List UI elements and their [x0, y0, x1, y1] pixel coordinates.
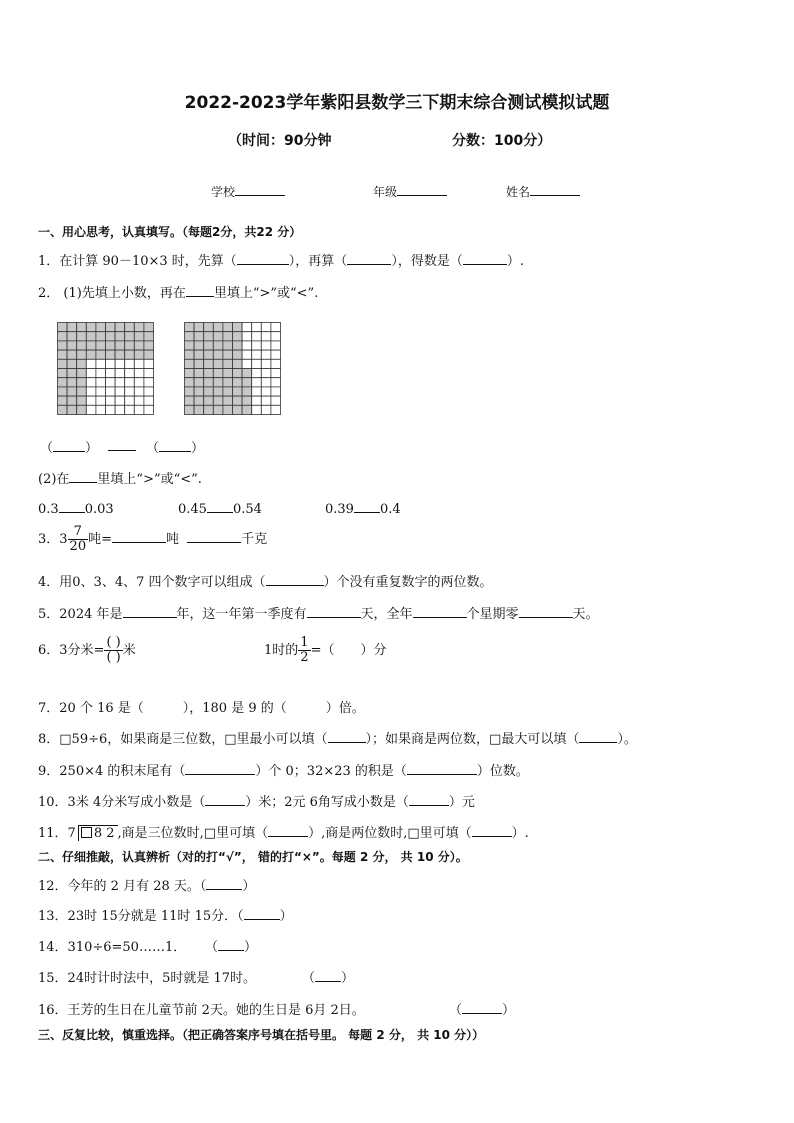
grid-cell — [271, 405, 281, 414]
grid-cell — [125, 387, 135, 396]
grid-cell-shaded — [242, 396, 252, 405]
question-4: 4．用0、3、4、7 四个数字可以组成（ ）个没有重复数字的两位数。 — [38, 571, 493, 590]
grid-cell-shaded — [204, 387, 214, 396]
grid-cell — [242, 359, 252, 368]
grid-cell-shaded — [213, 332, 223, 341]
name-field: 姓名 — [506, 183, 580, 200]
grid-cell — [125, 396, 135, 405]
grid-cell — [252, 396, 262, 405]
grid-cell-shaded — [96, 341, 106, 350]
grid-cell — [261, 350, 271, 359]
grid-cell-shaded — [86, 341, 96, 350]
grid-cell-shaded — [77, 323, 87, 332]
question-6-part-2: 1时的 $\frac{1}{2}$ =（ ）分 — [264, 635, 387, 665]
fraction: $\frac{( )}{( )}$ — [106, 635, 121, 665]
grid-cell — [271, 350, 281, 359]
grid-cell-shaded — [213, 387, 223, 396]
grid-cell-shaded — [58, 378, 68, 387]
grid-cell-shaded — [185, 378, 195, 387]
grid-cell-shaded — [233, 387, 243, 396]
grid-cell-shaded — [125, 323, 135, 332]
grid-cell — [271, 396, 281, 405]
section-1-heading: 一、用心思考，认真填写。（每题2分，共22 分） — [38, 225, 302, 239]
grid-cell-shaded — [233, 323, 243, 332]
grid-cell — [106, 369, 116, 378]
grid-cell-shaded — [58, 396, 68, 405]
grid-cell-shaded — [77, 341, 87, 350]
grid-cell-shaded — [67, 387, 77, 396]
question-6: 6．3分米= $\frac{( )}{( )}$ 米 — [38, 635, 136, 665]
grid-cell-shaded — [67, 332, 77, 341]
grid-cell — [144, 387, 154, 396]
grid-cell — [106, 359, 116, 368]
grid-cell — [261, 387, 271, 396]
grid-cell — [144, 369, 154, 378]
grid-cell-shaded — [58, 341, 68, 350]
long-division-symbol: 8 2 — [78, 825, 118, 841]
grid-cell-shaded — [204, 378, 214, 387]
grid-cell-shaded — [233, 405, 243, 414]
grid-cell-shaded — [185, 359, 195, 368]
grid-cell-shaded — [77, 396, 87, 405]
grid-cell — [144, 396, 154, 405]
grid-cell-shaded — [194, 323, 204, 332]
exam-time: （时间：90分钟 — [228, 133, 332, 149]
grid-cell-shaded — [233, 378, 243, 387]
grade-field: 年级 — [373, 183, 447, 200]
compare-item: 0.39 0.4 — [325, 499, 401, 517]
question-15: 15．24时计时法中，5时就是 17时。 — [38, 971, 257, 986]
question-2-part-2: (2)在 里填上“>”或“<”. — [38, 468, 202, 487]
section-3-heading: 三、反复比较，慎重选择。（把正确答案序号填在括号里。 每题 2 分， 共 10 分）） — [38, 1028, 485, 1042]
grid-cell — [134, 405, 144, 414]
grid-cell — [134, 378, 144, 387]
grid-cell — [242, 341, 252, 350]
grid-cell-shaded — [223, 323, 233, 332]
grid-cell — [96, 378, 106, 387]
grid-cell-shaded — [223, 359, 233, 368]
grid-cell-shaded — [242, 378, 252, 387]
blank-box-icon — [81, 827, 92, 838]
fraction: $\frac{1}{2}$ — [300, 635, 309, 665]
grid-cell-shaded — [213, 369, 223, 378]
grid-cell-shaded — [134, 341, 144, 350]
question-13: 13．23时 15分就是 11时 15分．（ ） — [38, 905, 293, 924]
grid-cell-shaded — [194, 359, 204, 368]
grid-cell-shaded — [185, 387, 195, 396]
grid-cell-shaded — [213, 323, 223, 332]
grid-cell — [134, 369, 144, 378]
grid-cell — [96, 396, 106, 405]
grid-cell — [106, 387, 116, 396]
question-14: 14．310÷6=50……1． — [38, 940, 187, 955]
grid-cell — [144, 405, 154, 414]
grid-cell — [86, 369, 96, 378]
grid-cell-shaded — [233, 369, 243, 378]
grid-cell-shaded — [115, 323, 125, 332]
grid-cell-shaded — [58, 405, 68, 414]
question-11: 11．7 8 2 ,商是三位数时,□里可填（ ）,商是两位数时,□里可填（ ）. — [38, 822, 529, 841]
grid-cell — [106, 378, 116, 387]
grid-cell-shaded — [77, 369, 87, 378]
grid-cell-shaded — [233, 341, 243, 350]
grid-cell-shaded — [223, 369, 233, 378]
grid-cell — [115, 396, 125, 405]
grid-cell-shaded — [144, 323, 154, 332]
grid-cell-shaded — [233, 332, 243, 341]
grid-answer-left: （ ） — [40, 437, 98, 456]
question-9: 9．250×4 的积末尾有（ ）个 0；32×23 的积是（ ）位数。 — [38, 760, 529, 779]
question-1: 1．在计算 90－10×3 时，先算（ ），再算（ ），得数是（ ）. — [38, 250, 524, 269]
grid-cell — [115, 378, 125, 387]
grid-cell-shaded — [86, 350, 96, 359]
grid-cell-shaded — [115, 341, 125, 350]
grid-cell — [252, 350, 262, 359]
answer-paren: （ ） — [449, 999, 515, 1018]
grid-cell — [96, 369, 106, 378]
grid-cell-shaded — [204, 350, 214, 359]
grid-cell — [115, 359, 125, 368]
grid-cell — [252, 378, 262, 387]
grid-cell-shaded — [213, 396, 223, 405]
fraction: $\frac{7}{20}$ — [69, 524, 87, 554]
grid-cell-shaded — [204, 359, 214, 368]
grid-cell — [261, 405, 271, 414]
grid-cell — [86, 378, 96, 387]
grid-cell — [106, 405, 116, 414]
question-7: 7．20 个 16 是（ ），180 是 9 的（ ）倍。 — [38, 701, 365, 716]
grid-cell-shaded — [185, 405, 195, 414]
grid-cell-shaded — [115, 350, 125, 359]
grid-cell-shaded — [204, 341, 214, 350]
grid-cell-shaded — [134, 323, 144, 332]
grid-cell — [125, 405, 135, 414]
grid-cell — [261, 359, 271, 368]
grid-cell-shaded — [58, 332, 68, 341]
grid-cell-shaded — [96, 332, 106, 341]
grid-cell-shaded — [96, 350, 106, 359]
grid-cell-shaded — [106, 332, 116, 341]
hundred-grid-left — [57, 322, 154, 415]
grid-cell — [134, 359, 144, 368]
grid-cell-shaded — [223, 332, 233, 341]
grid-cell-shaded — [223, 405, 233, 414]
grid-cell — [252, 323, 262, 332]
grid-cell — [115, 405, 125, 414]
grid-cell-shaded — [185, 396, 195, 405]
hundred-grid-right — [184, 322, 281, 415]
grid-cell-shaded — [185, 341, 195, 350]
grid-cell — [115, 387, 125, 396]
question-12: 12．今年的 2 月有 28 天。（ ） — [38, 875, 255, 894]
grid-cell-shaded — [106, 341, 116, 350]
grid-cell — [242, 332, 252, 341]
grid-cell-shaded — [77, 359, 87, 368]
grid-cell — [144, 378, 154, 387]
grid-cell-shaded — [233, 396, 243, 405]
grid-cell — [261, 378, 271, 387]
grid-cell-shaded — [77, 350, 87, 359]
grid-cell-shaded — [134, 332, 144, 341]
grid-cell — [271, 378, 281, 387]
grid-cell-shaded — [77, 405, 87, 414]
grid-cell-shaded — [223, 378, 233, 387]
grid-cell-shaded — [125, 341, 135, 350]
grid-cell — [252, 359, 262, 368]
grid-cell-shaded — [77, 387, 87, 396]
grid-cell — [252, 332, 262, 341]
grid-cell — [271, 332, 281, 341]
grid-cell — [125, 378, 135, 387]
grid-cell-shaded — [242, 405, 252, 414]
grid-cell-shaded — [213, 405, 223, 414]
grid-cell — [96, 405, 106, 414]
question-8: 8．□59÷6，如果商是三位数，□里最小可以填（ ）；如果商是两位数，□最大可以填（ ）。 — [38, 728, 637, 747]
grid-cell-shaded — [194, 341, 204, 350]
grid-cell-shaded — [58, 323, 68, 332]
grid-cell-shaded — [194, 332, 204, 341]
grid-cell-shaded — [86, 323, 96, 332]
exam-score: 分数：100分） — [452, 133, 552, 149]
grid-cell-shaded — [58, 359, 68, 368]
grid-cell-shaded — [125, 350, 135, 359]
grid-cell-shaded — [67, 359, 77, 368]
grid-cell-shaded — [77, 332, 87, 341]
question-3: 3．3 $\frac{7}{20}$ 吨= 吨 千克 — [38, 524, 268, 554]
compare-item: 0.45 0.54 — [178, 499, 262, 517]
grid-cell-shaded — [67, 378, 77, 387]
grid-cell-shaded — [213, 378, 223, 387]
question-2: 2． (1)先填上小数，再在 里填上“>”或“<”. — [38, 282, 318, 301]
grid-cell-shaded — [204, 369, 214, 378]
grid-cell-shaded — [144, 341, 154, 350]
section-2-heading: 二、仔细推敲，认真辨析（对的打“√”， 错的打“×”。每题 2 分， 共 10 分）。 — [38, 850, 468, 864]
grid-cell-shaded — [204, 396, 214, 405]
grid-cell-shaded — [213, 350, 223, 359]
grid-cell — [242, 350, 252, 359]
grid-cell-shaded — [67, 323, 77, 332]
grid-cell-shaded — [242, 369, 252, 378]
grid-cell-shaded — [194, 378, 204, 387]
grid-cell — [271, 323, 281, 332]
grid-cell-shaded — [194, 387, 204, 396]
grid-cell — [271, 341, 281, 350]
grid-cell-shaded — [223, 387, 233, 396]
grid-cell — [125, 369, 135, 378]
grid-cell-shaded — [144, 350, 154, 359]
grid-cell — [261, 332, 271, 341]
grid-cell-shaded — [223, 350, 233, 359]
question-10: 10．3米 4分米写成小数是（ ）米；2元 6角写成小数是（ ）元 — [38, 791, 475, 810]
grid-cell-shaded — [134, 350, 144, 359]
grid-cell — [252, 387, 262, 396]
grid-cell-shaded — [67, 396, 77, 405]
grid-compare-blank — [108, 437, 136, 455]
grid-cell-shaded — [67, 369, 77, 378]
grid-cell — [261, 323, 271, 332]
grid-cell-shaded — [106, 323, 116, 332]
grid-cell-shaded — [223, 396, 233, 405]
grid-cell — [261, 341, 271, 350]
grid-cell — [86, 396, 96, 405]
grid-cell — [252, 369, 262, 378]
grid-cell-shaded — [67, 405, 77, 414]
grid-cell-shaded — [242, 387, 252, 396]
grid-cell — [252, 405, 262, 414]
answer-paren: （ ） — [205, 936, 257, 955]
grid-cell — [242, 323, 252, 332]
grid-cell-shaded — [194, 350, 204, 359]
grid-cell-shaded — [223, 341, 233, 350]
question-5: 5．2024 年是 年，这一年第一季度有 天，全年 个星期零 天。 — [38, 603, 599, 622]
grid-cell — [252, 341, 262, 350]
grid-cell-shaded — [233, 350, 243, 359]
grid-cell-shaded — [96, 323, 106, 332]
grid-cell — [271, 359, 281, 368]
grid-cell — [86, 359, 96, 368]
grid-cell — [86, 405, 96, 414]
grid-cell — [86, 387, 96, 396]
grid-cell-shaded — [204, 405, 214, 414]
page-title: 2022-2023学年紫阳县数学三下期末综合测试模拟试题 — [184, 93, 610, 113]
grid-cell-shaded — [67, 341, 77, 350]
grid-cell — [96, 359, 106, 368]
grid-cell-shaded — [115, 332, 125, 341]
grid-cell-shaded — [185, 332, 195, 341]
grid-cell — [271, 369, 281, 378]
grid-cell-shaded — [106, 350, 116, 359]
grid-cell — [144, 359, 154, 368]
grid-cell-shaded — [125, 332, 135, 341]
grid-cell — [134, 387, 144, 396]
grid-cell — [261, 396, 271, 405]
grid-answer-right: （ ） — [146, 437, 204, 456]
school-field: 学校 — [211, 183, 285, 200]
grid-cell-shaded — [213, 359, 223, 368]
grid-cell-shaded — [58, 387, 68, 396]
grid-cell-shaded — [194, 405, 204, 414]
grid-cell-shaded — [194, 396, 204, 405]
grid-cell — [96, 387, 106, 396]
question-16: 16．王芳的生日在儿童节前 2天。她的生日是 6月 2日。 — [38, 1003, 365, 1018]
grid-cell-shaded — [204, 332, 214, 341]
grid-cell-shaded — [204, 323, 214, 332]
answer-paren: （ ） — [302, 967, 354, 986]
grid-cell-shaded — [144, 332, 154, 341]
grid-cell-shaded — [185, 323, 195, 332]
grid-cell — [261, 369, 271, 378]
compare-item: 0.3 0.03 — [38, 499, 114, 517]
grid-cell — [106, 396, 116, 405]
grid-cell-shaded — [86, 332, 96, 341]
grid-cell-shaded — [185, 369, 195, 378]
grid-cell — [271, 387, 281, 396]
grid-cell-shaded — [67, 350, 77, 359]
grid-cell-shaded — [58, 350, 68, 359]
grid-cell-shaded — [233, 359, 243, 368]
grid-cell — [115, 369, 125, 378]
grid-cell — [125, 359, 135, 368]
grid-cell-shaded — [194, 369, 204, 378]
grid-cell-shaded — [77, 378, 87, 387]
grid-cell-shaded — [213, 341, 223, 350]
grid-cell-shaded — [58, 369, 68, 378]
grid-cell-shaded — [185, 350, 195, 359]
grid-cell — [134, 396, 144, 405]
